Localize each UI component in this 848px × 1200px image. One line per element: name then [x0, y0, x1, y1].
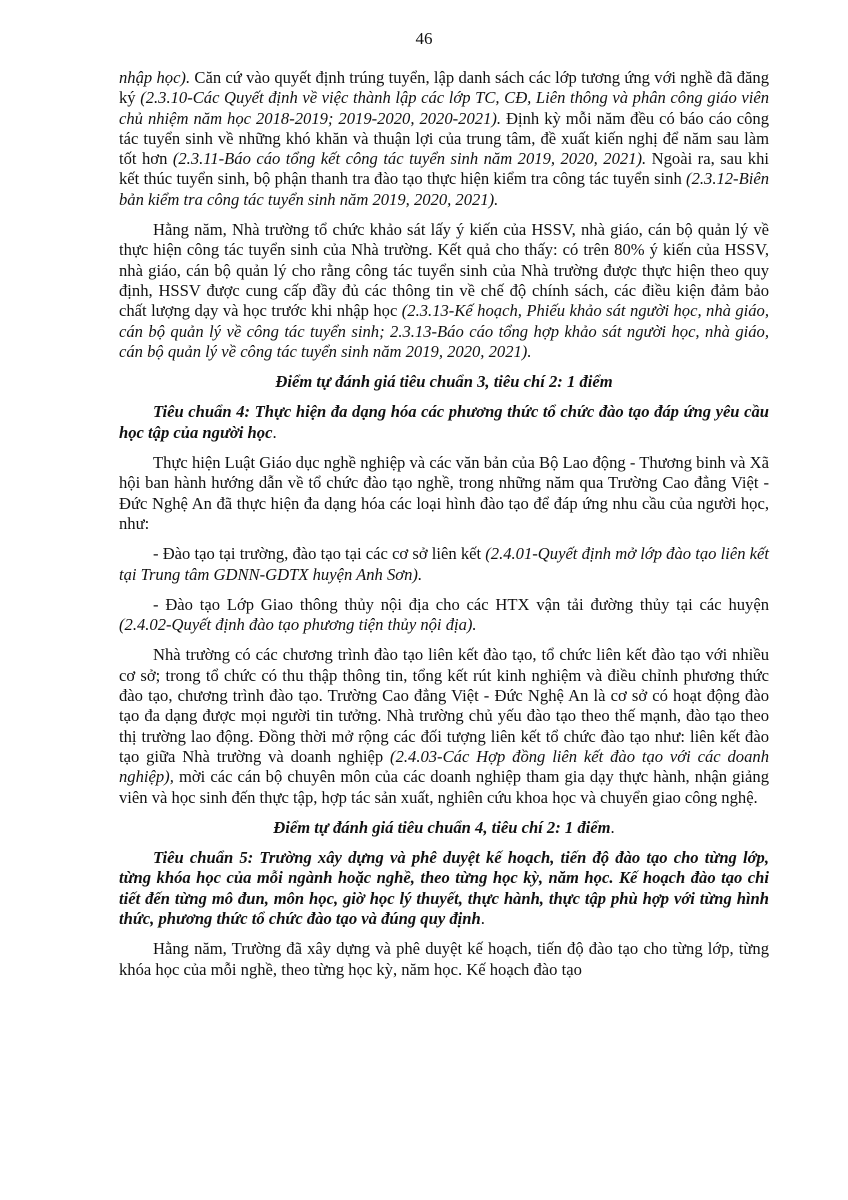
- text: - Đào tạo tại trường, đào tạo tại các cơ sở liên kết: [153, 544, 486, 564]
- standard-4-heading: [119, 402, 769, 443]
- score-text: Điểm tự đánh giá tiêu chuẩn 4, tiêu chí 2: 1 điểm: [273, 817, 611, 837]
- text-italic: nhập học).: [119, 68, 191, 87]
- evidence-reference: (2.4.01-Quyết định mở lớp đào tạo liên kết tại Trung tâm GDNN-GDTX huyện Anh Sơn).: [119, 544, 769, 584]
- text: Ngoài ra, sau khi kết thúc tuyển sinh, bộ phận thanh tra đào tạo thực hiện kiểm tra công tác tuyển sinh: [119, 149, 769, 189]
- standard-title: Tiêu chuẩn 4: Thực hiện đa dạng hóa các phương thức tổ chức đào tạo đáp ứng yêu cầu học tập của người học: [119, 402, 769, 442]
- paragraph-diversified-training: Thực hiện Luật Giáo dục nghề nghiệp và các văn bản của Bộ Lao động - Thương binh và Xã hội ban hành hướng dẫn về tổ chức đào tạo nghề, trong những năm qua Trường Cao đẳng Việt - Đức Nghệ An đã thực hiện đa dạng hóa các loại hình đào tạo để đáp ứng nhu cầu của người học, như:: [119, 453, 769, 533]
- standard-5-heading: [119, 848, 769, 929]
- score-text: Điểm tự đánh giá tiêu chuẩn 3, tiêu chí 2: 1 điểm: [275, 372, 613, 392]
- text: .: [610, 817, 615, 837]
- text: Nhà trường có các chương trình đào tạo liên kết đào tạo, tổ chức liên kết đào tạo với nhiều cơ sở; trong tổ chức có thu thập thông tin, tổng kết rút kinh nghiệm và điều chỉnh phương thức đào tạo, chương trình đào tạo. Trường Cao đẳng Việt - Đức Nghệ An là cơ sở có hoạt động đào tạo đa dạng được mọi người tin tưởng. Nhà trường chủ yếu đào tạo theo thế mạnh, đào tạo theo thị trường lao động. Đồng thời mở rộng các đối tượng liên kết tổ chức đào tạo như: liên kết đào tạo giữa Nhà trường và doanh nghiệp: [119, 645, 769, 766]
- text: .: [272, 422, 277, 442]
- evidence-reference: (2.4.02-Quyết định đào tạo phương tiện thủy nội địa).: [119, 615, 477, 635]
- paragraph-training-plan: Hằng năm, Trường đã xây dựng và phê duyệt kế hoạch, tiến độ đào tạo cho từng lớp, từng khóa học của mỗi nghề, theo từng học kỳ, năm học. Kế hoạch đào tạo: [119, 939, 769, 979]
- paragraph-admission-decisions: [119, 68, 769, 210]
- score-standard-3: [119, 372, 769, 392]
- bullet-waterway-training: [119, 595, 769, 636]
- evidence-reference: (2.3.10-Các Quyết định về việc thành lập các lớp TC, CĐ, Liên thông và phân công giáo viên chủ nhiệm năm học 2018-2019; 2019-2020, 2020-2021).: [119, 88, 769, 128]
- text: - Đào tạo Lớp Giao thông thủy nội địa cho các HTX vận tải đường thủy tại các huyện: [153, 594, 769, 614]
- document-body: [119, 68, 769, 990]
- paragraph-survey: [119, 220, 769, 362]
- paragraph-partnerships: [119, 645, 769, 807]
- standard-title: Tiêu chuẩn 5: Trường xây dựng và phê duyệt kế hoạch, tiến độ đào tạo cho từng lớp, từng khóa học của mỗi ngành hoặc nghề, theo từng học kỳ, năm học. Kế hoạch đào tạo chi tiết đến từng mô đun, môn học, giờ học lý thuyết, thực hành, thực tập phù hợp với từng hình thức, phương thức tổ chức đào tạo và đúng quy định: [119, 848, 769, 928]
- page-number: 46: [415, 29, 433, 48]
- evidence-reference: (2.4.03-Các Hợp đồng liên kết đào tạo với các doanh nghiệp),: [119, 746, 769, 787]
- bullet-on-site-training: [119, 544, 769, 585]
- evidence-reference: (2.3.11-Báo cáo tổng kết công tác tuyển sinh năm 2019, 2020, 2021).: [172, 149, 647, 169]
- text: Căn cứ vào quyết định trúng tuyển, lập danh sách các lớp tương ứng với nghề đã đăng ký: [119, 68, 769, 108]
- evidence-reference: (2.3.13-Kế hoạch, Phiếu khảo sát người học, nhà giáo, cán bộ quản lý về công tác tuyển sinh; 2.3.13-Báo cáo tổng hợp khảo sát người học, nhà giáo, cán bộ quản lý về công tác tuyển sinh năm 2019, 2020, 2021).: [119, 301, 769, 361]
- evidence-reference: (2.3.12-Biên bản kiểm tra công tác tuyển sinh năm 2019, 2020, 2021).: [119, 169, 769, 209]
- text: Định kỳ mỗi năm đều có báo cáo công tác tuyển sinh về những khó khăn và thuận lợi của trung tâm, đề xuất kiến nghị để năm sau làm tốt hơn: [119, 108, 769, 169]
- text: Hằng năm, Nhà trường tổ chức khảo sát lấy ý kiến của HSSV, nhà giáo, cán bộ quản lý về thực hiện công tác tuyển sinh của Nhà trường. Kết quả cho thấy: có trên 80% ý kiến của HSSV, nhà giáo, cán bộ quản lý cho rằng công tác tuyển sinh của Nhà trường được thực hiện theo quy định, HSSV được cung cấp đầy đủ các thông tin về chế độ chính sách, các điều kiện đảm bảo chất lượng dạy và học trước khi nhập học: [119, 220, 769, 321]
- text: mời các cán bộ chuyên môn của các doanh nghiệp tham gia dạy thực hành, nhận giảng viên và học sinh đến thực tập, hợp tác sản xuất, nghiên cứu khoa học và chuyển giao công nghệ.: [119, 767, 769, 807]
- score-standard-4: [119, 818, 769, 838]
- text: .: [480, 908, 485, 928]
